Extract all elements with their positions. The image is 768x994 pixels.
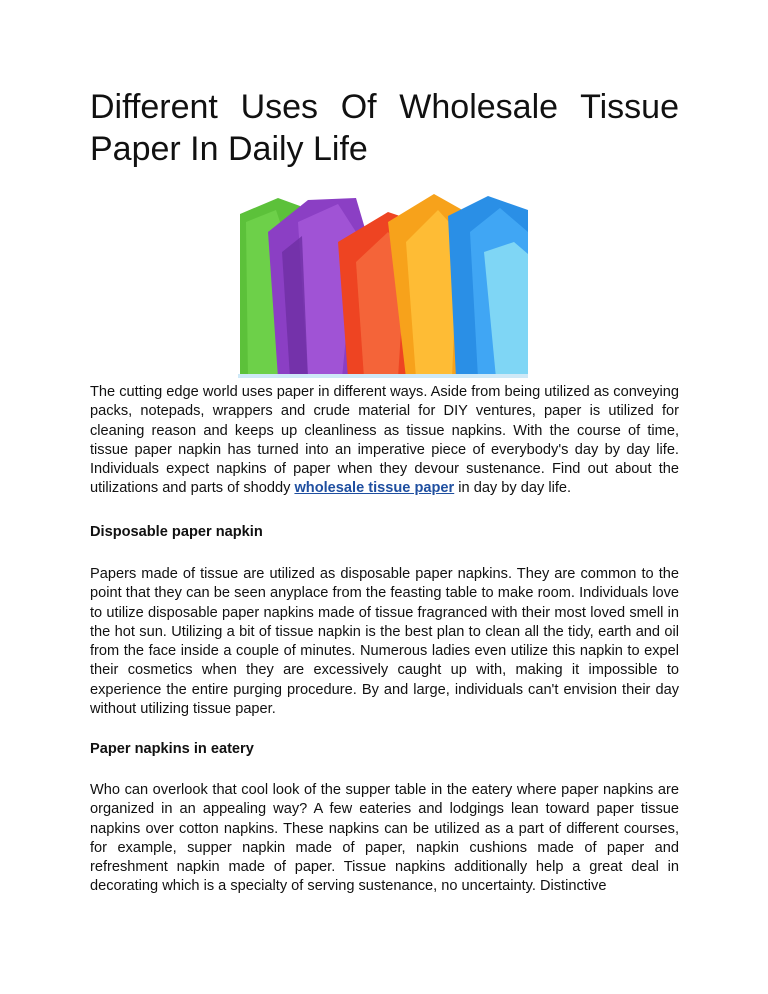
- intro-text-end: in day by day life.: [454, 480, 572, 497]
- page-title: Different Uses Of Wholesale Tissue Paper In Daily Life: [90, 88, 679, 168]
- section-paragraph: Papers made of tissue are utilized as disposable paper napkins. They are common to the point that they can be seen anyplace from the feasting table to make room. Individuals love to utilize disposable paper napkins made of tissue fragranced with their most loved smell in the hot sun. Utilizing a bit of tissue napkin is the best plan to clean all the tidy, earth and oil from the face inside a couple of minutes. Numerous ladies even utilize this napkin to expel their cosmetics when they are excessively caught up with, making it impossible to experience the entire purging procedure. By and large, individuals can't envision their day without utilizing tissue paper.: [90, 566, 679, 718]
- section-heading: Disposable paper napkin: [90, 524, 263, 540]
- intro-text: The cutting edge world uses paper in different ways. Aside from being utilized as conveying packs, notepads, wrappers and crude material for DIY ventures, paper is utilized for cleaning reason and keeps up cleanliness as tissue napkins. With the course of time, tissue paper napkin has turned into an imperative piece of everybody's day by day life. Individuals expect napkins of paper when they devour sustenance. Find out about the utilizations and parts of shoddy: [90, 384, 679, 497]
- section-paragraph: Who can overlook that cool look of the supper table in the eatery where paper napkins are organized in an appealing way? A few eateries and lodgings lean toward paper tissue napkins over cotton napkins. These napkins can be utilized as a part of different courses, for example, supper napkin made of paper, napkin cushions made of paper and refreshment napkin made of paper. Tissue napkins additionally help a great deal in decorating which is a specialty of serving sustenance, no uncertainty. Distinctive: [90, 782, 679, 895]
- section-heading: Paper napkins in eatery: [90, 741, 254, 757]
- wholesale-tissue-paper-link[interactable]: wholesale tissue paper: [294, 480, 455, 497]
- intro-paragraph: [90, 383, 679, 499]
- colored-tissue-paper-image: [238, 192, 528, 378]
- tissue-paper-image: [238, 192, 528, 378]
